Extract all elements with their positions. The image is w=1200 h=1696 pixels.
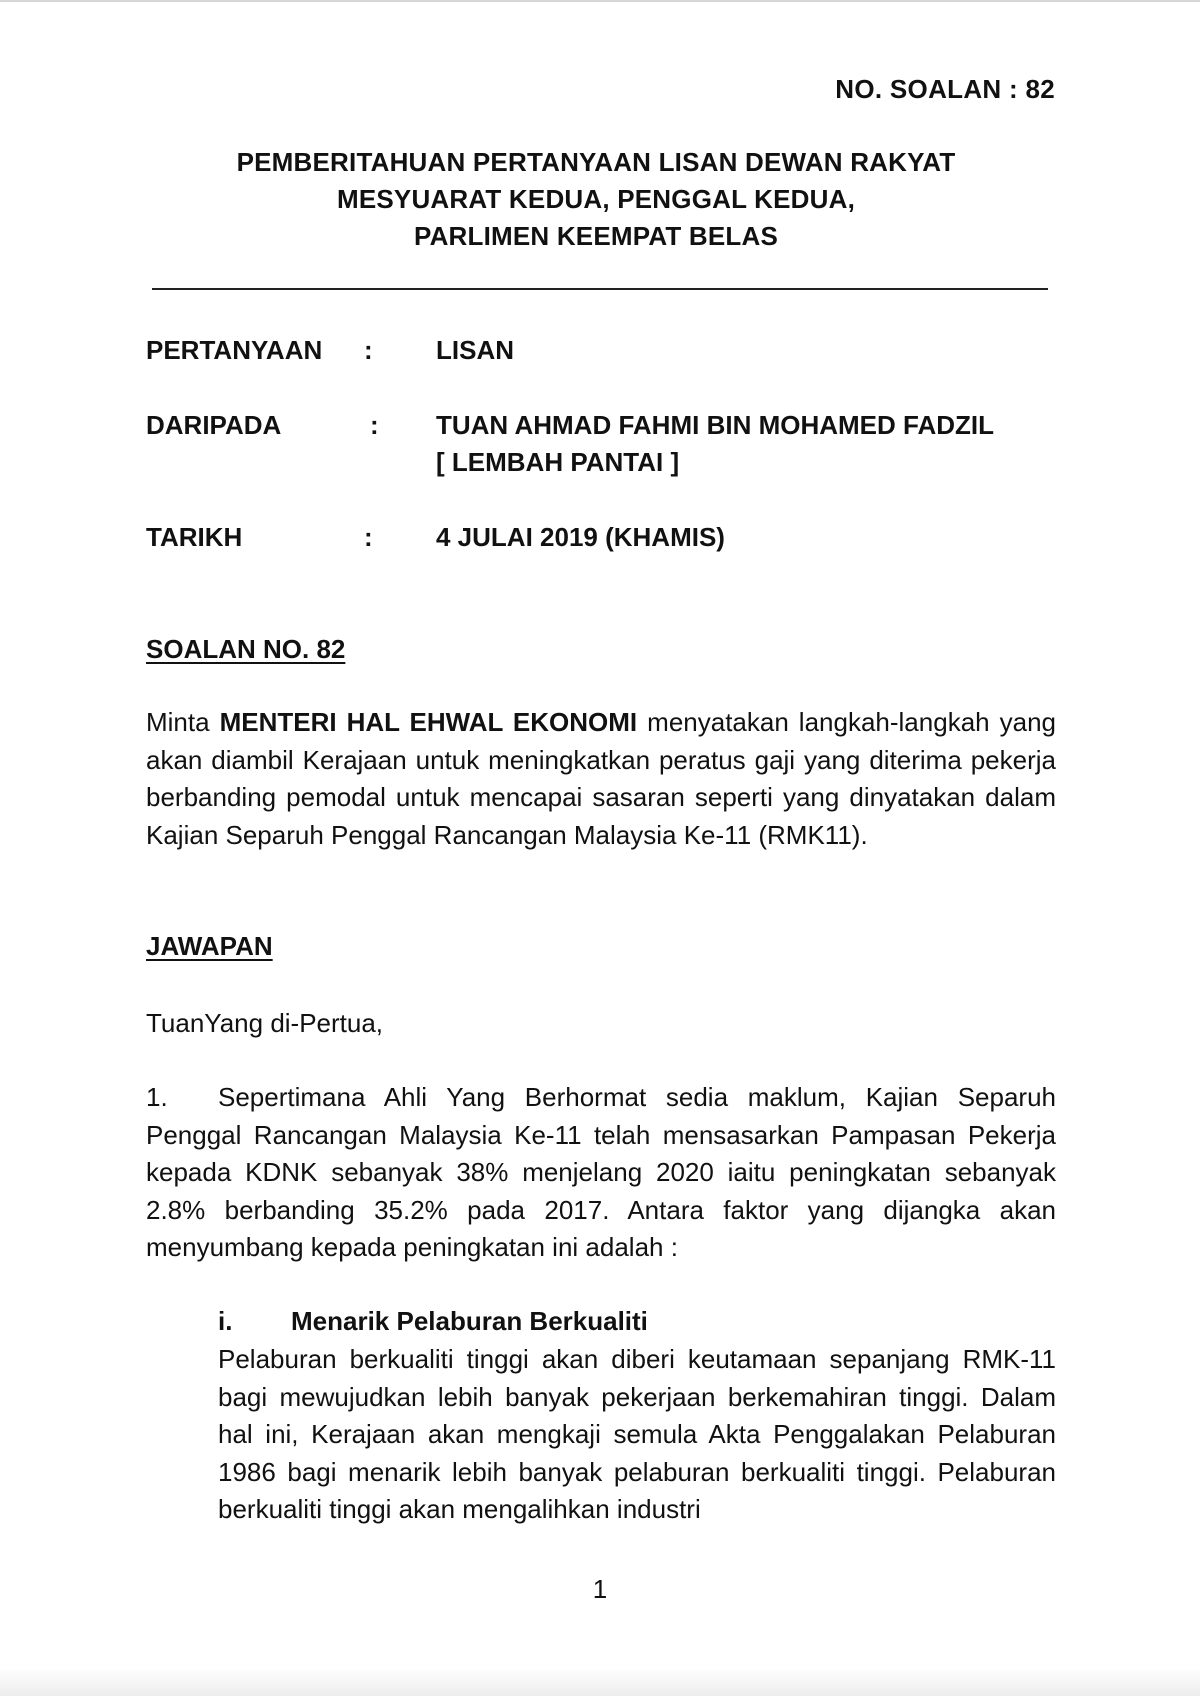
sub-point-heading xyxy=(218,1306,648,1337)
minister-name: MENTERI HAL EHWAL EKONOMI xyxy=(219,707,638,737)
question-number-label: NO. SOALAN : 82 xyxy=(835,74,1055,104)
meta-label-tarikh: TARIKH xyxy=(146,522,243,552)
meta-label-pertanyaan: PERTANYAAN xyxy=(146,335,323,365)
meta-value-pertanyaan: LISAN xyxy=(436,335,514,365)
meta-value-daripada-name: TUAN AHMAD FAHMI BIN MOHAMED FADZIL xyxy=(436,410,994,440)
meta-colon-pertanyaan: : xyxy=(364,335,373,365)
sub-point-roman: i. xyxy=(218,1306,233,1336)
question-text-start: Minta xyxy=(146,707,220,737)
header-divider xyxy=(152,288,1048,290)
meta-label-daripada: DARIPADA xyxy=(146,410,282,440)
question-text xyxy=(146,704,1056,854)
meta-value-tarikh: 4 JULAI 2019 (KHAMIS) xyxy=(436,522,725,552)
page-bottom-shade xyxy=(0,1668,1200,1696)
header-line-2: MESYUARAT KEDUA, PENGGAL KEDUA, xyxy=(336,184,856,214)
meta-value-daripada-constituency: [ LEMBAH PANTAI ] xyxy=(436,447,680,477)
answer-salutation: TuanYang di-Pertua, xyxy=(146,1008,384,1038)
point-1-number: 1. xyxy=(146,1082,168,1112)
meta-colon-tarikh: : xyxy=(364,522,373,552)
sub-point-text: Pelaburan berkualiti tinggi akan diberi keutamaan sepanjang RMK-11 bagi mewujudkan lebih banyak pekerjaan berkemahiran tinggi. Dalam hal ini, Kerajaan akan mengkaji semula Akta Penggalakan Pelaburan 1986 bagi menarik lebih banyak pelaburan berkualiti tinggi. Pelaburan berkualiti tinggi akan mengalihkan industri xyxy=(218,1344,1056,1524)
page-number: 1 xyxy=(592,1574,608,1604)
answer-title: JAWAPAN xyxy=(146,931,273,961)
question-title: SOALAN NO. 82 xyxy=(146,634,346,664)
question-text-rest: menyatakan langkah-langkah yang akan diambil Kerajaan untuk meningkatkan peratus gaji yang diterima pekerja berbanding pemodal untuk mencapai sasaran seperti yang dinyatakan dalam Kajian Separuh Penggal Rancangan Malaysia Ke-11 (RMK11). xyxy=(146,707,1056,850)
meta-colon-daripada: : xyxy=(370,410,379,440)
point-1-text: Sepertimana Ahli Yang Berhormat sedia maklum, Kajian Separuh Penggal Rancangan Malaysia Ke-11 telah mensasarkan Pampasan Pekerja kepada KDNK sebanyak 38% menjelang 2020 iaitu peningkatan sebanyak 2.8% berbanding 35.2% pada 2017. Antara faktor yang dijangka akan menyumbang kepada peningkatan ini adalah : xyxy=(146,1082,1056,1262)
answer-point-1 xyxy=(146,1079,1056,1267)
document-header xyxy=(146,144,1046,255)
page-top-border xyxy=(0,0,1200,2)
header-line-1: PEMBERITAHUAN PERTANYAAN LISAN DEWAN RAKYAT xyxy=(236,147,956,177)
header-line-3: PARLIMEN KEEMPAT BELAS xyxy=(413,221,779,251)
sub-point-title: Menarik Pelaburan Berkualiti xyxy=(291,1306,648,1336)
